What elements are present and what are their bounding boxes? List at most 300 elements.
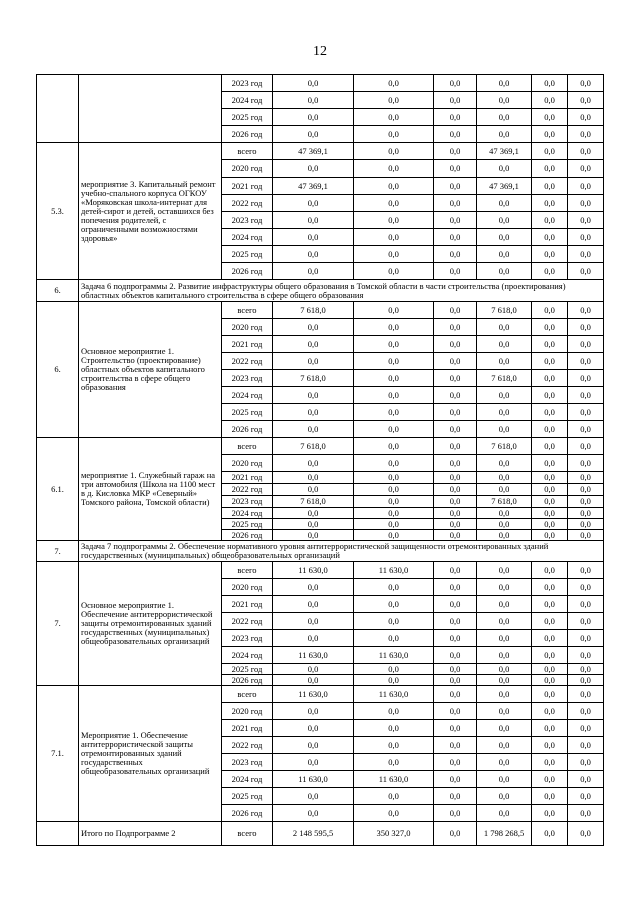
value-cell: 0,0 [354, 336, 434, 353]
value-cell: 0,0 [354, 126, 434, 143]
value-cell: 0,0 [477, 353, 532, 370]
value-cell: 0,0 [532, 596, 568, 613]
value-cell: 0,0 [477, 160, 532, 178]
value-cell: 0,0 [568, 370, 604, 387]
measure-name: мероприятие 3. Капитальный ремонт учебно-спального корпуса ОГКОУ «Моряковская школа-интернат для детей-сирот и детей, оставшихся без попечения родителей, с ограниченными возможностями здоровья» [79, 143, 222, 280]
value-cell: 0,0 [568, 404, 604, 421]
value-cell: 0,0 [354, 596, 434, 613]
period-label: 2021 год [222, 596, 273, 613]
period-label: 2021 год [222, 720, 273, 737]
value-cell: 0,0 [273, 353, 354, 370]
value-cell: 0,0 [532, 438, 568, 455]
value-cell: 7 618,0 [273, 438, 354, 455]
value-cell: 0,0 [434, 754, 477, 771]
value-cell: 0,0 [434, 109, 477, 126]
value-cell: 0,0 [477, 754, 532, 771]
value-cell: 0,0 [273, 630, 354, 647]
value-cell: 0,0 [477, 92, 532, 109]
period-label: 2025 год [222, 109, 273, 126]
value-cell: 0,0 [477, 664, 532, 675]
value-cell: 0,0 [532, 353, 568, 370]
value-cell: 0,0 [434, 92, 477, 109]
period-label: 2025 год [222, 519, 273, 530]
value-cell: 0,0 [434, 263, 477, 280]
value-cell: 0,0 [477, 195, 532, 212]
value-cell: 0,0 [568, 675, 604, 686]
value-cell: 0,0 [477, 613, 532, 630]
value-cell: 0,0 [273, 455, 354, 472]
value-cell: 0,0 [354, 613, 434, 630]
value-cell: 0,0 [568, 336, 604, 353]
value-cell: 0,0 [477, 596, 532, 613]
value-cell: 0,0 [568, 160, 604, 178]
period-label: 2024 год [222, 647, 273, 664]
value-cell: 7 618,0 [477, 302, 532, 319]
row-number: 7. [37, 562, 79, 686]
period-label: 2026 год [222, 263, 273, 280]
value-cell: 0,0 [532, 160, 568, 178]
value-cell: 0,0 [477, 788, 532, 805]
value-cell: 0,0 [532, 319, 568, 336]
value-cell: 0,0 [354, 160, 434, 178]
row-number: 5.3. [37, 143, 79, 280]
value-cell: 0,0 [532, 92, 568, 109]
value-cell: 0,0 [532, 336, 568, 353]
value-cell: 0,0 [354, 472, 434, 484]
period-label: 2026 год [222, 805, 273, 822]
value-cell: 0,0 [434, 822, 477, 846]
value-cell: 0,0 [532, 508, 568, 519]
value-cell: 0,0 [568, 302, 604, 319]
task-row [37, 541, 604, 562]
value-cell: 0,0 [273, 195, 354, 212]
value-cell: 0,0 [532, 562, 568, 579]
value-cell: 0,0 [532, 455, 568, 472]
value-cell: 0,0 [434, 805, 477, 822]
value-cell: 0,0 [434, 519, 477, 530]
value-cell: 0,0 [434, 229, 477, 246]
value-cell: 0,0 [568, 720, 604, 737]
value-cell: 0,0 [434, 720, 477, 737]
value-cell: 0,0 [477, 263, 532, 280]
value-cell: 0,0 [273, 508, 354, 519]
value-cell: 0,0 [354, 178, 434, 195]
period-label: 2023 год [222, 370, 273, 387]
measure-name: мероприятие 1. Служебный гараж на три автомобиля (Школа на 1100 мест в д. Кисловка МКР «Северный» Томского района, Томской области) [79, 438, 222, 541]
period-label: 2021 год [222, 178, 273, 195]
row-number: 7.1. [37, 686, 79, 822]
value-cell: 0,0 [434, 438, 477, 455]
period-label: 2022 год [222, 484, 273, 496]
value-cell: 0,0 [434, 496, 477, 508]
total-row [37, 822, 604, 846]
value-cell: 0,0 [273, 75, 354, 92]
value-cell: 0,0 [434, 675, 477, 686]
value-cell: 0,0 [477, 703, 532, 720]
period-label: всего [222, 302, 273, 319]
value-cell: 0,0 [354, 720, 434, 737]
measure-name: Основное мероприятие 1. Обеспечение антитеррористической защиты отремонтированных зданий государственных (муниципальных) общеобразовательных организаций [79, 562, 222, 686]
value-cell: 0,0 [532, 805, 568, 822]
value-cell: 11 630,0 [273, 562, 354, 579]
value-cell: 0,0 [568, 246, 604, 263]
value-cell: 0,0 [532, 630, 568, 647]
value-cell: 7 618,0 [273, 370, 354, 387]
value-cell: 0,0 [434, 686, 477, 703]
value-cell: 0,0 [273, 805, 354, 822]
value-cell: 0,0 [532, 229, 568, 246]
value-cell: 0,0 [568, 472, 604, 484]
value-cell: 0,0 [434, 788, 477, 805]
value-cell: 0,0 [273, 613, 354, 630]
value-cell: 0,0 [273, 664, 354, 675]
value-cell: 0,0 [568, 109, 604, 126]
value-cell: 0,0 [354, 438, 434, 455]
value-cell: 0,0 [568, 319, 604, 336]
value-cell: 0,0 [568, 530, 604, 541]
period-label: всего [222, 562, 273, 579]
value-cell: 11 630,0 [273, 647, 354, 664]
value-cell: 0,0 [568, 805, 604, 822]
value-cell: 0,0 [354, 455, 434, 472]
value-cell: 0,0 [434, 664, 477, 675]
value-cell: 0,0 [532, 664, 568, 675]
table-row [37, 302, 604, 319]
period-label: 2020 год [222, 319, 273, 336]
value-cell: 0,0 [354, 484, 434, 496]
value-cell: 0,0 [354, 519, 434, 530]
value-cell: 0,0 [568, 126, 604, 143]
value-cell: 0,0 [477, 519, 532, 530]
value-cell: 0,0 [354, 387, 434, 404]
total-label: Итого по Подпрограмме 2 [79, 822, 222, 846]
value-cell: 0,0 [434, 353, 477, 370]
value-cell: 0,0 [434, 579, 477, 596]
value-cell: 0,0 [532, 788, 568, 805]
value-cell: 0,0 [273, 720, 354, 737]
value-cell: 0,0 [568, 703, 604, 720]
value-cell: 0,0 [568, 75, 604, 92]
period-label: 2020 год [222, 160, 273, 178]
value-cell: 0,0 [354, 212, 434, 229]
value-cell: 0,0 [532, 647, 568, 664]
period-label: 2023 год [222, 754, 273, 771]
value-cell: 0,0 [477, 720, 532, 737]
value-cell: 0,0 [568, 212, 604, 229]
period-label: 2023 год [222, 496, 273, 508]
value-cell: 0,0 [568, 754, 604, 771]
value-cell: 0,0 [568, 613, 604, 630]
value-cell: 0,0 [568, 229, 604, 246]
value-cell: 0,0 [532, 530, 568, 541]
value-cell: 0,0 [273, 703, 354, 720]
value-cell: 0,0 [477, 75, 532, 92]
value-cell: 0,0 [532, 75, 568, 92]
value-cell: 0,0 [273, 675, 354, 686]
value-cell: 0,0 [434, 647, 477, 664]
value-cell: 0,0 [434, 421, 477, 438]
value-cell: 0,0 [532, 246, 568, 263]
measure-name [79, 75, 222, 143]
value-cell: 0,0 [477, 508, 532, 519]
value-cell: 0,0 [354, 579, 434, 596]
value-cell: 0,0 [354, 788, 434, 805]
value-cell: 0,0 [434, 630, 477, 647]
task-text: Задача 7 подпрограммы 2. Обеспечение нормативного уровня антитеррористической защищенности отремонтированных зданий государственных (муниципальных) общеобразовательных организаций [79, 541, 604, 562]
value-cell: 350 327,0 [354, 822, 434, 846]
value-cell: 0,0 [434, 613, 477, 630]
value-cell: 0,0 [434, 562, 477, 579]
value-cell: 0,0 [532, 484, 568, 496]
value-cell: 0,0 [273, 92, 354, 109]
value-cell: 0,0 [434, 404, 477, 421]
value-cell: 0,0 [477, 737, 532, 754]
period-label: 2020 год [222, 703, 273, 720]
value-cell: 0,0 [477, 212, 532, 229]
value-cell: 0,0 [532, 263, 568, 280]
value-cell: 0,0 [434, 703, 477, 720]
value-cell: 0,0 [434, 178, 477, 195]
value-cell: 0,0 [568, 596, 604, 613]
value-cell: 0,0 [568, 519, 604, 530]
value-cell: 0,0 [477, 530, 532, 541]
period-label: 2020 год [222, 455, 273, 472]
value-cell: 0,0 [568, 508, 604, 519]
value-cell: 0,0 [273, 319, 354, 336]
value-cell: 0,0 [532, 703, 568, 720]
value-cell: 0,0 [354, 754, 434, 771]
value-cell: 0,0 [568, 737, 604, 754]
period-label: 2021 год [222, 472, 273, 484]
value-cell: 0,0 [273, 336, 354, 353]
value-cell: 0,0 [532, 178, 568, 195]
table-row [37, 143, 604, 160]
value-cell: 0,0 [354, 496, 434, 508]
measure-name: Мероприятие 1. Обеспечение антитеррористической защиты отремонтированных зданий государственных общеобразовательных организаций [79, 686, 222, 822]
value-cell: 0,0 [434, 143, 477, 160]
value-cell: 0,0 [568, 771, 604, 788]
period-label: 2020 год [222, 579, 273, 596]
value-cell: 0,0 [354, 92, 434, 109]
value-cell: 0,0 [434, 195, 477, 212]
value-cell: 0,0 [273, 579, 354, 596]
table-row [37, 438, 604, 455]
task-row [37, 280, 604, 302]
value-cell: 0,0 [568, 788, 604, 805]
period-label: 2023 год [222, 75, 273, 92]
value-cell: 0,0 [273, 160, 354, 178]
value-cell: 0,0 [532, 822, 568, 846]
value-cell: 0,0 [477, 319, 532, 336]
value-cell: 0,0 [354, 530, 434, 541]
value-cell: 0,0 [477, 404, 532, 421]
value-cell: 0,0 [354, 109, 434, 126]
value-cell: 0,0 [532, 143, 568, 160]
value-cell: 0,0 [354, 508, 434, 519]
value-cell: 0,0 [354, 370, 434, 387]
value-cell: 0,0 [532, 519, 568, 530]
period-label: всего [222, 686, 273, 703]
value-cell: 0,0 [568, 579, 604, 596]
value-cell: 0,0 [568, 562, 604, 579]
value-cell: 0,0 [434, 246, 477, 263]
value-cell: 0,0 [354, 404, 434, 421]
value-cell: 0,0 [273, 387, 354, 404]
period-label: 2022 год [222, 195, 273, 212]
value-cell: 0,0 [568, 630, 604, 647]
value-cell: 0,0 [273, 126, 354, 143]
value-cell: 2 148 595,5 [273, 822, 354, 846]
value-cell: 0,0 [568, 664, 604, 675]
value-cell: 0,0 [273, 596, 354, 613]
value-cell: 0,0 [477, 126, 532, 143]
value-cell: 0,0 [532, 737, 568, 754]
value-cell: 0,0 [434, 508, 477, 519]
value-cell: 0,0 [434, 75, 477, 92]
value-cell: 7 618,0 [477, 370, 532, 387]
period-label: 2021 год [222, 336, 273, 353]
value-cell: 0,0 [354, 302, 434, 319]
value-cell: 0,0 [273, 530, 354, 541]
period-label: 2024 год [222, 771, 273, 788]
value-cell: 7 618,0 [477, 438, 532, 455]
value-cell: 0,0 [273, 484, 354, 496]
period-label: 2024 год [222, 508, 273, 519]
period-label: 2024 год [222, 229, 273, 246]
value-cell: 0,0 [434, 387, 477, 404]
value-cell: 7 618,0 [273, 302, 354, 319]
value-cell: 0,0 [568, 438, 604, 455]
value-cell: 0,0 [273, 737, 354, 754]
value-cell: 0,0 [434, 302, 477, 319]
value-cell: 11 630,0 [273, 771, 354, 788]
value-cell: 0,0 [354, 675, 434, 686]
value-cell: 0,0 [477, 455, 532, 472]
value-cell: 0,0 [434, 336, 477, 353]
value-cell: 0,0 [354, 353, 434, 370]
value-cell: 0,0 [354, 805, 434, 822]
value-cell: 0,0 [354, 664, 434, 675]
row-number: 6. [37, 302, 79, 438]
value-cell: 0,0 [273, 754, 354, 771]
value-cell: 0,0 [434, 370, 477, 387]
value-cell: 11 630,0 [354, 686, 434, 703]
value-cell: 0,0 [273, 404, 354, 421]
value-cell: 0,0 [532, 686, 568, 703]
row-number: 6.1. [37, 438, 79, 541]
value-cell: 0,0 [477, 686, 532, 703]
value-cell: 0,0 [532, 421, 568, 438]
period-label: 2025 год [222, 788, 273, 805]
value-cell: 0,0 [532, 370, 568, 387]
value-cell: 0,0 [273, 212, 354, 229]
value-cell: 0,0 [273, 263, 354, 280]
value-cell: 0,0 [477, 421, 532, 438]
value-cell: 0,0 [354, 75, 434, 92]
period-label: 2026 год [222, 126, 273, 143]
value-cell: 0,0 [477, 484, 532, 496]
period-label: 2026 год [222, 421, 273, 438]
financing-table [36, 74, 604, 846]
value-cell: 0,0 [532, 302, 568, 319]
value-cell: 0,0 [477, 579, 532, 596]
value-cell: 0,0 [532, 675, 568, 686]
period-label: 2025 год [222, 246, 273, 263]
value-cell: 0,0 [273, 229, 354, 246]
table-row [37, 75, 604, 92]
value-cell: 0,0 [273, 421, 354, 438]
value-cell: 0,0 [568, 686, 604, 703]
value-cell: 0,0 [477, 472, 532, 484]
value-cell: 0,0 [568, 353, 604, 370]
value-cell: 0,0 [477, 771, 532, 788]
period-label: всего [222, 438, 273, 455]
value-cell: 0,0 [434, 319, 477, 336]
value-cell: 0,0 [532, 404, 568, 421]
value-cell: 0,0 [354, 421, 434, 438]
value-cell: 0,0 [477, 246, 532, 263]
value-cell: 0,0 [532, 195, 568, 212]
value-cell: 11 630,0 [354, 771, 434, 788]
value-cell: 7 618,0 [477, 496, 532, 508]
value-cell: 0,0 [532, 126, 568, 143]
period-label: 2026 год [222, 675, 273, 686]
value-cell: 0,0 [477, 805, 532, 822]
value-cell: 0,0 [568, 455, 604, 472]
measure-name: Основное мероприятие 1. Строительство (проектирование) областных объектов капитального строительства в сфере общего образования [79, 302, 222, 438]
value-cell: 11 630,0 [273, 686, 354, 703]
period-label: всего [222, 822, 273, 846]
task-number: 6. [37, 280, 79, 302]
value-cell: 0,0 [477, 229, 532, 246]
value-cell: 0,0 [354, 229, 434, 246]
task-number: 7. [37, 541, 79, 562]
table-row [37, 562, 604, 579]
value-cell: 0,0 [568, 822, 604, 846]
value-cell: 0,0 [273, 472, 354, 484]
period-label: 2022 год [222, 737, 273, 754]
value-cell: 0,0 [434, 484, 477, 496]
value-cell: 0,0 [434, 737, 477, 754]
value-cell: 47 369,1 [273, 143, 354, 160]
value-cell: 0,0 [434, 455, 477, 472]
value-cell: 0,0 [354, 263, 434, 280]
value-cell: 0,0 [477, 630, 532, 647]
value-cell: 0,0 [532, 212, 568, 229]
value-cell: 0,0 [477, 647, 532, 664]
value-cell: 0,0 [532, 496, 568, 508]
value-cell: 0,0 [568, 421, 604, 438]
value-cell: 0,0 [568, 263, 604, 280]
value-cell: 0,0 [568, 647, 604, 664]
value-cell: 0,0 [477, 109, 532, 126]
value-cell: 11 630,0 [354, 647, 434, 664]
value-cell: 7 618,0 [273, 496, 354, 508]
value-cell: 0,0 [568, 496, 604, 508]
period-label: 2022 год [222, 613, 273, 630]
value-cell: 0,0 [568, 178, 604, 195]
value-cell: 0,0 [477, 336, 532, 353]
value-cell: 1 798 268,5 [477, 822, 532, 846]
task-text: Задача 6 подпрограммы 2. Развитие инфраструктуры общего образования в Томской области в части строительства (проектирования) областных объектов капитального строительства в сфере общего образования [79, 280, 604, 302]
value-cell: 47 369,1 [477, 143, 532, 160]
period-label: всего [222, 143, 273, 160]
total-number [37, 822, 79, 846]
value-cell: 0,0 [434, 212, 477, 229]
value-cell: 0,0 [434, 771, 477, 788]
value-cell: 0,0 [354, 703, 434, 720]
period-label: 2023 год [222, 630, 273, 647]
